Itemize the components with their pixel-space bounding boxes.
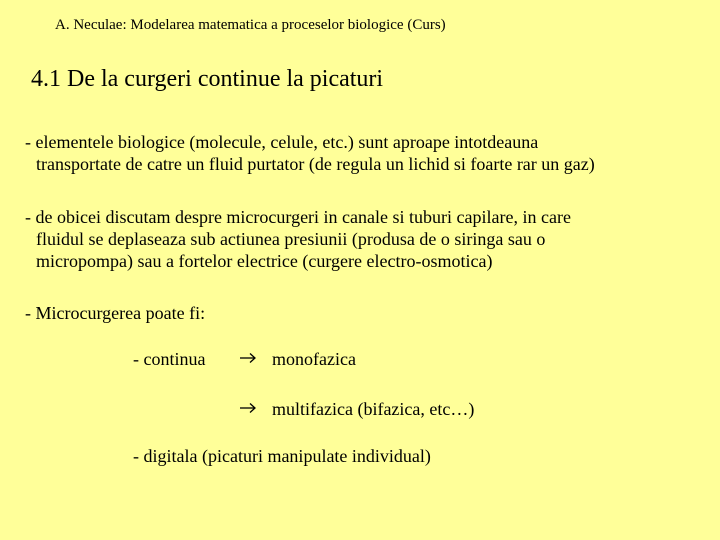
bullet-paragraph-1 — [25, 131, 595, 175]
bullet-continuation-line: fluidul se deplaseaza sub actiunea presiunii (produsa de o siringa sau o — [36, 229, 546, 249]
monophase-label: monofazica — [272, 349, 356, 369]
bullet-line: - elementele biologice (molecule, celule, etc.) sunt aproape intotdeauna — [25, 132, 539, 152]
bullet-continuation-line: micropompa) sau a fortelor electrice (curgere electro-osmotica) — [36, 251, 493, 271]
bullet-paragraph-2 — [25, 206, 571, 272]
right-arrow-icon — [239, 352, 257, 364]
bullet-line: - de obicei discutam despre microcurgeri in canale si tuburi capilare, in care — [25, 207, 571, 227]
bullet-continuation-line: transportate de catre un fluid purtator (de regula un lichid si foarte rar un gaz) — [36, 154, 595, 174]
bullet-line: - Microcurgerea poate fi: — [25, 303, 206, 323]
digital-flow-label: - digitala (picaturi manipulate individual) — [133, 446, 431, 466]
slide-header: A. Neculae: Modelarea matematica a proceselor biologice (Curs) — [55, 17, 446, 33]
multiphase-label: multifazica (bifazica, etc…) — [272, 399, 475, 419]
continuous-flow-label: - continua — [133, 349, 206, 369]
right-arrow-icon — [239, 402, 257, 414]
bullet-paragraph-3 — [25, 302, 205, 324]
slide-title: 4.1 De la curgeri continue la picaturi — [31, 66, 384, 92]
